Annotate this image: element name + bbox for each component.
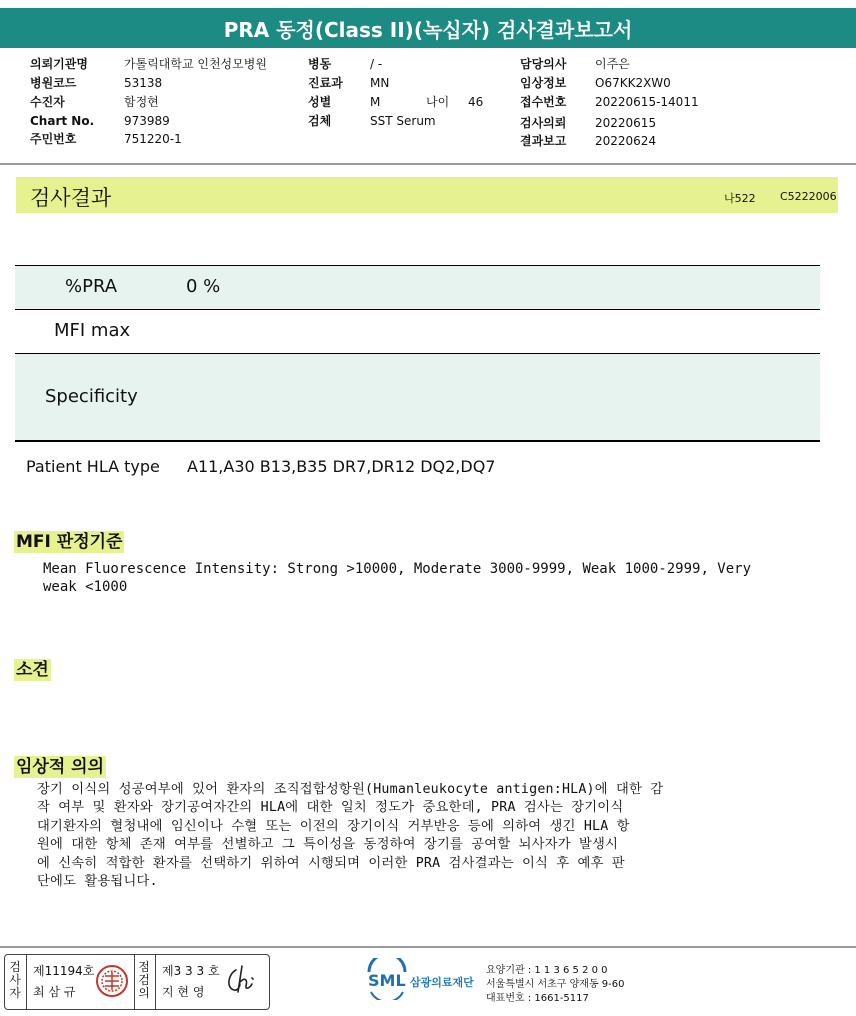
clinical-line-6: 단에도 활용됩니다. xyxy=(37,874,158,890)
header-col1-labels xyxy=(30,55,94,149)
value-hospital: 가톨릭대학교 인천성모병원 xyxy=(124,57,267,71)
value-doctor: 이주은 xyxy=(595,57,630,71)
mfi-criteria-line2: weak <1000 xyxy=(43,579,128,595)
label-id-no: 주민번호 xyxy=(30,132,77,146)
org-info-1: 요양기관 : 1 1 3 6 5 2 0 0 xyxy=(486,965,608,976)
header-col3-values xyxy=(595,55,699,151)
seal-stamp-icon xyxy=(95,964,129,998)
table-line-2 xyxy=(15,309,820,310)
label-specimen: 검체 xyxy=(308,114,332,128)
header-col2-labels xyxy=(308,55,343,131)
box-divider-3 xyxy=(155,955,156,1009)
clinical-line-1: 장기 이식의 성공여부에 있어 환자의 조직접합성항원(Humanleukocyte antigen:HLA)에 대한 감 xyxy=(37,782,664,797)
clinical-line-5: 에 신속히 적합한 환자를 선택하기 위하여 시행되며 이러한 PRA 검사결과는 이식 후 예후 판 xyxy=(37,855,625,871)
mfi-max-label: MFI max xyxy=(54,320,131,341)
label-doctor: 담당의사 xyxy=(520,57,567,71)
value-reported: 20220624 xyxy=(595,134,657,148)
box-divider-2 xyxy=(134,955,135,1009)
label-hospital: 의뢰기관명 xyxy=(30,57,88,71)
pra-row xyxy=(15,266,820,309)
reviewer-number: 제3 3 3 호 xyxy=(162,964,220,978)
pra-label: %PRA xyxy=(65,276,118,297)
value-sex: M xyxy=(370,95,381,109)
reviewer-v-char: 검 xyxy=(138,973,150,987)
label-requested: 검사의뢰 xyxy=(520,116,567,130)
value-requested: 20220615 xyxy=(595,116,657,130)
header-col1-values xyxy=(124,55,267,149)
inspector-name: 최 삼 규 xyxy=(33,985,76,999)
label-sex: 성별 xyxy=(308,95,332,109)
box-divider-1 xyxy=(26,955,27,1009)
footer-divider xyxy=(0,946,856,948)
value-age: 46 xyxy=(468,95,484,109)
reviewer-v-char: 점 xyxy=(138,960,150,974)
value-ward: / - xyxy=(370,57,383,71)
org-name: 삼광의료재단 xyxy=(410,976,474,989)
inspector-v-char: 사 xyxy=(9,973,21,987)
value-id-no: 751220-1 xyxy=(124,132,182,146)
value-chart-no: 973989 xyxy=(124,114,170,128)
clinical-line-3: 대기환자의 혈청내에 임신이나 수혈 또는 이전의 장기이식 거부반응 등에 의하여 생긴 HLA 항 xyxy=(37,818,630,834)
clinical-heading: 임상적 의의 xyxy=(16,757,105,777)
reviewer-vertical-label xyxy=(137,961,151,1000)
reviewer-name: 지 현 영 xyxy=(162,985,205,999)
table-line-bottom xyxy=(15,440,820,442)
report-title: PRA 동정(Class II)(녹십자) 검사결과보고서 xyxy=(0,8,856,48)
clinical-text xyxy=(37,781,663,891)
label-ward: 병동 xyxy=(308,57,332,71)
value-specimen: SST Serum xyxy=(370,114,436,128)
clinical-line-2: 작 여부 및 환자와 장기공여자간의 HLA에 대한 일치 정도가 중요한데, PRA 검사는 장기이식 xyxy=(37,800,624,816)
signature-icon xyxy=(222,964,262,996)
reviewer-v-char: 의 xyxy=(138,986,150,1000)
specificity-label: Specificity xyxy=(45,386,138,407)
label-reported: 결과보고 xyxy=(520,134,567,148)
label-hospital-code: 병원코드 xyxy=(30,76,77,90)
sml-logo-text: SML xyxy=(368,971,406,990)
pra-value: 0 % xyxy=(186,276,221,297)
inspector-v-char: 검 xyxy=(9,960,21,974)
value-patient: 함정현 xyxy=(124,95,159,109)
header-divider xyxy=(0,163,856,165)
findings-heading: 소견 xyxy=(16,660,49,680)
label-receipt-no: 접수번호 xyxy=(520,95,567,109)
label-chart-no: Chart No. xyxy=(30,114,95,128)
value-hospital-code: 53138 xyxy=(124,76,163,90)
label-patient: 수진자 xyxy=(30,95,65,109)
mfi-criteria-line1: Mean Fluorescence Intensity: Strong >10000, Moderate 3000-9999, Weak 1000-2999, Very xyxy=(43,561,752,577)
org-info-3: 대표번호 : 1661-5117 xyxy=(486,993,589,1004)
hla-label: Patient HLA type xyxy=(26,457,160,476)
hla-value: A11,A30 B13,B35 DR7,DR12 DQ2,DQ7 xyxy=(187,457,496,476)
result-code-1: 나522 xyxy=(724,192,756,205)
value-department: MN xyxy=(370,76,390,90)
result-section-title: 검사결과 xyxy=(30,186,112,210)
value-receipt-no: 20220615-14011 xyxy=(595,95,699,109)
inspector-vertical-label xyxy=(8,961,22,1000)
result-code-2: C5222006 xyxy=(780,190,837,203)
inspector-number: 제11194호 xyxy=(33,964,95,978)
mfi-criteria-heading: MFI 판정기준 xyxy=(16,532,123,552)
org-info-2: 서울특별시 서초구 양재동 9-60 xyxy=(486,979,625,990)
value-clinical-info: O67KK2XW0 xyxy=(595,76,671,90)
label-clinical-info: 임상정보 xyxy=(520,76,567,90)
inspector-v-char: 자 xyxy=(9,986,21,1000)
header-col3-labels xyxy=(520,55,566,151)
clinical-line-4: 원에 대한 항체 존재 여부를 선별하고 그 특이성을 동정하여 장기를 공여할 뇌사자가 발생시 xyxy=(37,837,619,853)
label-age: 나이 xyxy=(426,95,450,109)
label-department: 진료과 xyxy=(308,76,343,90)
result-section-bar xyxy=(16,177,838,213)
